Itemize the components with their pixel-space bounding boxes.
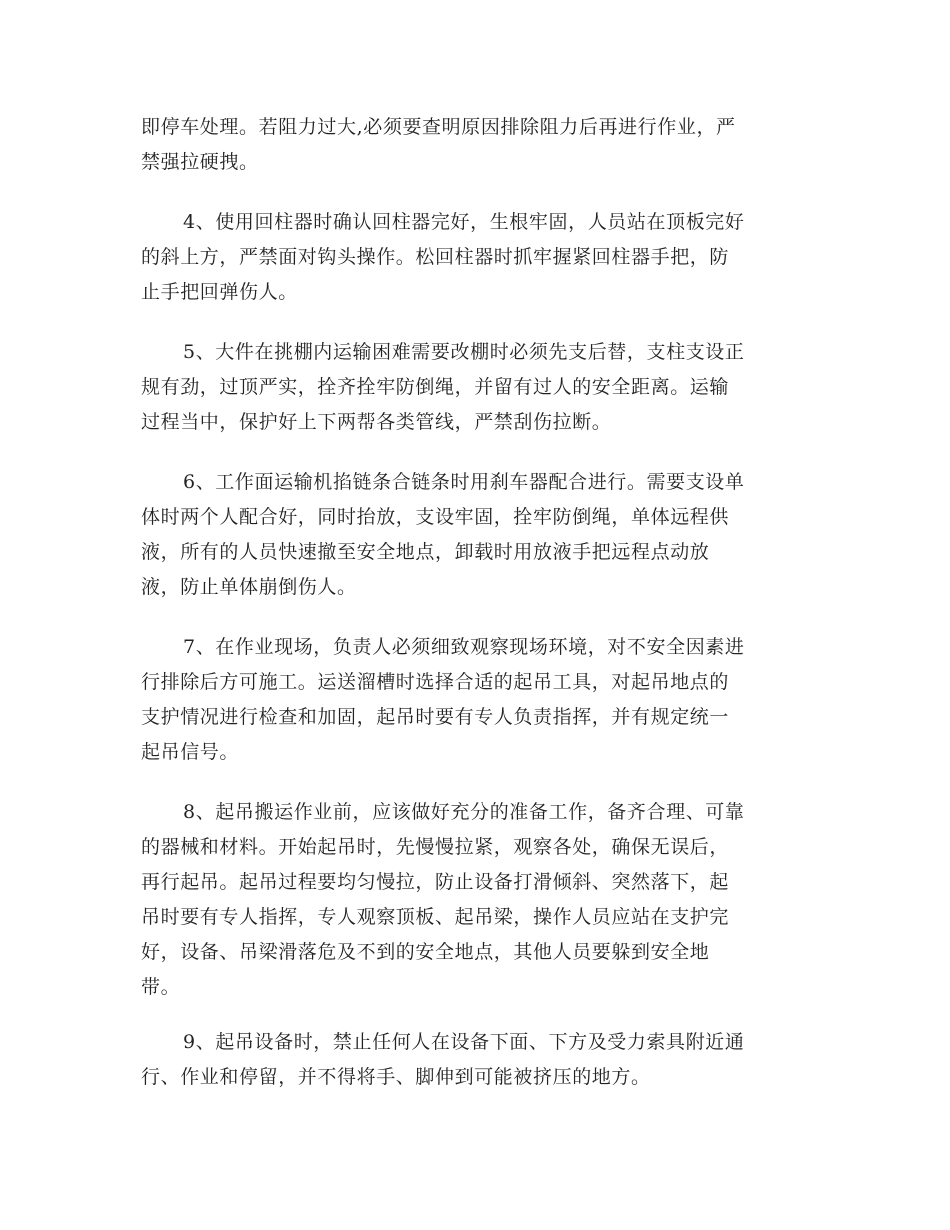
text-line: 9、起吊设备时，禁止任何人在设备下面、下方及受力索具附近通: [183, 1031, 745, 1053]
text-line: 支护情况进行检查和加固，起吊时要有专人负责指挥，并有规定统一: [141, 706, 730, 728]
text-line: 好，设备、吊梁滑落危及不到的安全地点，其他人员要躲到安全地: [141, 941, 710, 963]
text-line: 5、大件在挑棚内运输困难需要改棚时必须先支后替，支柱支设正: [183, 341, 745, 363]
text-line: 再行起吊。起吊过程要均匀慢拉，防止设备打滑倾斜、突然落下，起: [141, 871, 730, 893]
text-line: 液，所有的人员快速撤至安全地点，卸载时用放液手把远程点动放: [141, 541, 710, 563]
text-line: 行排除后方可施工。运送溜槽时选择合适的起吊工具，对起吊地点的: [141, 671, 730, 693]
text-line: 即停车处理。若阻力过大,必须要查明原因排除阻力后再进行作业，严: [141, 116, 736, 138]
text-line: 的斜上方，严禁面对钩头操作。松回柱器时抓牢握紧回柱器手把，防: [141, 246, 730, 268]
text-line: 行、作业和停留，并不得将手、脚伸到可能被挤压的地方。: [141, 1066, 651, 1088]
text-line: 止手把回弹伤人。: [141, 281, 298, 303]
text-line: 带。: [141, 976, 181, 998]
text-line: 7、在作业现场，负责人必须细致观察现场环境，对不安全因素进: [183, 636, 745, 658]
text-line: 体时两个人配合好，同时抬放，支设牢固，拴牢防倒绳，单体远程供: [141, 506, 730, 528]
text-line: 8、起吊搬运作业前，应该做好充分的准备工作，备齐合理、可靠: [183, 801, 745, 823]
text-line: 起吊信号。: [141, 741, 240, 763]
text-line: 的器械和材料。开始起吊时，先慢慢拉紧，观察各处，确保无误后，: [141, 836, 730, 858]
text-line: 吊时要有专人指挥，专人观察顶板、起吊梁，操作人员应站在支护完: [141, 906, 730, 928]
text-line: 过程当中，保护好上下两帮各类管线，严禁刮伤拉断。: [141, 411, 612, 433]
text-line: 液，防止单体崩倒伤人。: [141, 576, 357, 598]
text-line: 规有劲，过顶严实，拴齐拴牢防倒绳，并留有过人的安全距离。运输: [141, 376, 730, 398]
text-line: 6、工作面运输机掐链条合链条时用刹车器配合进行。需要支设单: [183, 471, 745, 493]
text-line: 4、使用回柱器时确认回柱器完好，生根牢固，人员站在顶板完好: [183, 211, 745, 233]
text-line: 禁强拉硬拽。: [141, 151, 259, 173]
